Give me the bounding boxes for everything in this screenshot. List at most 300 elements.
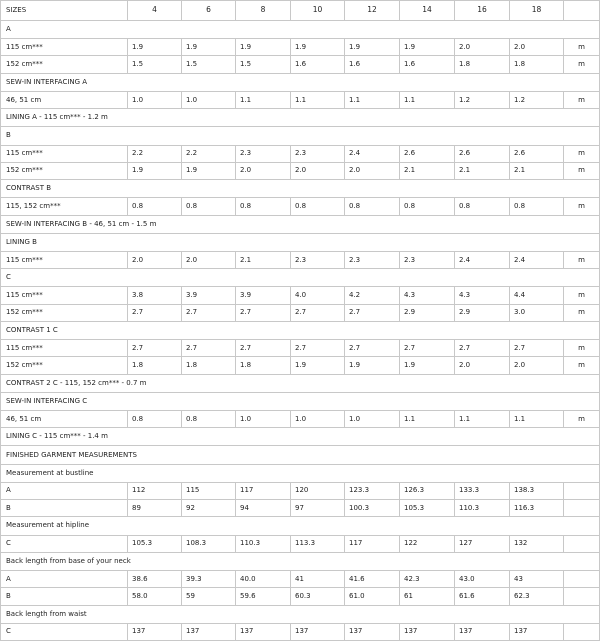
value-cell [236, 536, 291, 553]
value-cell-text: 113.3 [295, 539, 316, 548]
value-cell-text: 61 [404, 591, 413, 600]
value-cell [128, 305, 182, 322]
value-cell [291, 56, 345, 73]
value-cell [236, 305, 291, 322]
value-cell-text: 137 [349, 627, 363, 636]
value-cell-text: 94 [240, 503, 249, 512]
value-cell-text: 38.6 [132, 574, 148, 583]
size-header-text: 14 [422, 5, 432, 15]
sizes-header-label-text: SIZES [6, 5, 27, 14]
value-cell-text: 0.8 [404, 201, 416, 210]
value-cell [400, 163, 455, 180]
row-label-text: 46, 51 cm [6, 95, 42, 104]
value-cell-text: 1.1 [349, 95, 361, 104]
value-cell [236, 163, 291, 180]
value-cell [128, 411, 182, 428]
value-cell-text: 1.0 [295, 414, 307, 423]
value-cell [345, 588, 400, 605]
size-header [345, 0, 400, 21]
value-cell-text: 137 [240, 627, 254, 636]
value-cell-text: 2.6 [514, 149, 526, 158]
value-cell [128, 92, 182, 109]
value-cell [455, 624, 510, 641]
unit-cell-text: m [578, 166, 585, 175]
value-cell [236, 340, 291, 357]
value-cell [128, 146, 182, 163]
section-heading-text: FINISHED GARMENT MEASUREMENTS [6, 450, 137, 459]
row-label-text: 115 cm*** [6, 255, 43, 264]
value-cell [128, 56, 182, 73]
row-label [0, 252, 128, 269]
value-cell [291, 146, 345, 163]
section-heading-text: CONTRAST B [6, 184, 52, 193]
value-cell-text: 4.3 [404, 291, 416, 299]
value-cell-text: 137 [459, 627, 473, 636]
value-cell [510, 340, 564, 357]
unit-cell-text: m [578, 95, 585, 104]
value-cell-text: 2.7 [240, 308, 252, 317]
value-cell-text: 2.7 [186, 308, 198, 317]
value-cell-text: 2.1 [240, 255, 252, 264]
value-cell-text: 1.9 [295, 360, 307, 369]
value-cell-text: 1.5 [186, 60, 198, 69]
unit-cell [564, 56, 600, 73]
value-cell [291, 500, 345, 517]
size-header-text: 8 [260, 5, 266, 15]
value-cell [182, 483, 236, 500]
value-cell [510, 624, 564, 641]
value-cell-text: 41 [295, 574, 304, 583]
row-label [0, 624, 128, 641]
value-cell-text: 2.6 [459, 149, 471, 158]
value-cell [455, 483, 510, 500]
value-cell-text: 1.6 [404, 60, 416, 69]
value-cell-text: 137 [132, 627, 146, 636]
row-label [0, 483, 128, 500]
value-cell-text: 60.3 [295, 591, 311, 600]
value-cell-text: 2.0 [459, 42, 471, 51]
unit-cell [564, 588, 600, 605]
value-cell-text: 1.1 [295, 95, 307, 104]
value-cell-text: 1.8 [514, 60, 526, 69]
size-header [400, 0, 455, 21]
section-heading [0, 375, 600, 393]
value-cell [291, 92, 345, 109]
section-heading-text: Back length from base of your neck [6, 556, 131, 565]
row-label-text: 152 cm*** [6, 360, 43, 369]
value-cell [345, 92, 400, 109]
row-label [0, 571, 128, 588]
unit-cell [564, 500, 600, 517]
unit-cell [564, 163, 600, 180]
section-heading [0, 216, 600, 234]
value-cell-text: 2.9 [404, 308, 416, 317]
value-cell-text: 43 [514, 574, 523, 583]
value-cell [345, 340, 400, 357]
value-cell-text: 1.0 [349, 414, 361, 423]
value-cell [182, 571, 236, 588]
size-header [236, 0, 291, 21]
value-cell-text: 137 [186, 627, 200, 636]
value-cell [128, 198, 182, 215]
section-heading-text: B [6, 131, 11, 140]
row-label-text: 46, 51 cm [6, 414, 42, 423]
value-cell [455, 500, 510, 517]
value-cell [128, 163, 182, 180]
value-cell [400, 483, 455, 500]
value-cell [128, 500, 182, 517]
section-heading-text: Back length from waist [6, 609, 87, 618]
value-cell [400, 571, 455, 588]
value-cell [345, 39, 400, 56]
value-cell [291, 624, 345, 641]
value-cell [455, 56, 510, 73]
value-cell-text: 2.1 [459, 166, 471, 175]
value-cell-text: 126.3 [404, 486, 425, 495]
row-label [0, 588, 128, 605]
value-cell [182, 340, 236, 357]
value-cell-text: 137 [404, 627, 418, 636]
value-cell [455, 287, 510, 304]
value-cell [291, 571, 345, 588]
value-cell-text: 59.6 [240, 591, 256, 600]
value-cell-text: 2.0 [514, 360, 526, 369]
section-heading [0, 180, 600, 198]
value-cell-text: 1.8 [459, 60, 471, 69]
size-header [291, 0, 345, 21]
value-cell [455, 92, 510, 109]
unit-cell [564, 411, 600, 428]
value-cell [291, 483, 345, 500]
size-header-text: 12 [367, 5, 377, 15]
value-cell-text: 137 [295, 627, 309, 636]
value-cell [236, 252, 291, 269]
value-cell-text: 117 [240, 486, 254, 495]
value-cell [182, 536, 236, 553]
value-cell [236, 624, 291, 641]
value-cell [345, 500, 400, 517]
value-cell [128, 571, 182, 588]
value-cell-text: 116.3 [514, 503, 535, 512]
value-cell-text: 2.7 [459, 343, 471, 352]
value-cell [182, 146, 236, 163]
section-heading [0, 465, 600, 483]
value-cell-text: 2.7 [295, 343, 307, 352]
value-cell [510, 163, 564, 180]
value-cell-text: 58.0 [132, 591, 148, 600]
value-cell-text: 105.3 [132, 539, 153, 548]
unit-cell-text: m [578, 308, 585, 317]
value-cell [400, 252, 455, 269]
value-cell [182, 588, 236, 605]
value-cell [182, 357, 236, 374]
value-cell-text: 62.3 [514, 591, 530, 600]
value-cell [345, 305, 400, 322]
unit-cell [564, 571, 600, 588]
row-label [0, 92, 128, 109]
value-cell-text: 2.0 [240, 166, 252, 175]
value-cell [345, 571, 400, 588]
value-cell-text: 1.9 [132, 166, 144, 175]
value-cell-text: 2.7 [132, 343, 144, 352]
value-cell-text: 61.6 [459, 591, 475, 600]
value-cell [236, 357, 291, 374]
value-cell [182, 305, 236, 322]
value-cell-text: 40.0 [240, 574, 256, 583]
row-label-text: C [6, 627, 11, 636]
row-label [0, 198, 128, 215]
value-cell-text: 138.3 [514, 486, 535, 495]
value-cell-text: 59 [186, 591, 195, 600]
value-cell-text: 2.4 [514, 255, 526, 264]
value-cell [236, 411, 291, 428]
value-cell [182, 500, 236, 517]
value-cell [236, 287, 291, 304]
value-cell [128, 340, 182, 357]
row-label [0, 500, 128, 517]
value-cell [236, 56, 291, 73]
size-header-text: 10 [312, 5, 323, 15]
value-cell-text: 1.9 [404, 360, 416, 369]
value-cell [455, 163, 510, 180]
value-cell-text: 3.0 [514, 308, 526, 317]
value-cell [182, 252, 236, 269]
value-cell [455, 39, 510, 56]
value-cell-text: 39.3 [186, 574, 202, 583]
value-cell-text: 0.8 [514, 201, 526, 210]
value-cell-text: 4.3 [459, 291, 471, 299]
section-heading [0, 21, 600, 39]
value-cell [400, 500, 455, 517]
value-cell-text: 2.3 [295, 255, 307, 264]
value-cell-text: 1.8 [186, 360, 198, 369]
section-heading-text: Measurement at bustline [6, 468, 94, 477]
value-cell-text: 0.8 [295, 201, 307, 210]
value-cell-text: 0.8 [186, 201, 198, 210]
value-cell [182, 163, 236, 180]
value-cell [128, 483, 182, 500]
value-cell-text: 1.9 [349, 360, 361, 369]
unit-cell [564, 146, 600, 163]
value-cell-text: 43.0 [459, 574, 475, 583]
value-cell-text: 2.7 [132, 308, 144, 317]
value-cell [128, 357, 182, 374]
value-cell-text: 1.0 [186, 95, 198, 104]
section-heading-text: A [6, 25, 11, 34]
value-cell [400, 287, 455, 304]
value-cell-text: 1.2 [514, 95, 526, 104]
value-cell [291, 411, 345, 428]
value-cell [291, 305, 345, 322]
section-heading [0, 127, 600, 145]
value-cell-text: 100.3 [349, 503, 370, 512]
value-cell-text: 0.8 [132, 414, 144, 423]
section-heading-text: LINING A - 115 cm*** - 1.2 m [6, 113, 108, 122]
size-header [182, 0, 236, 21]
unit-cell [564, 198, 600, 215]
unit-cell [564, 624, 600, 641]
row-label [0, 56, 128, 73]
value-cell-text: 2.2 [132, 149, 144, 158]
section-heading-text: LINING C - 115 cm*** - 1.4 m [6, 432, 108, 441]
unit-cell [564, 39, 600, 56]
value-cell-text: 1.0 [240, 414, 252, 423]
value-cell-text: 3.8 [132, 291, 144, 299]
section-heading-text: SEW-IN INTERFACING A [6, 77, 88, 86]
value-cell-text: 1.6 [349, 60, 361, 69]
value-cell [236, 39, 291, 56]
row-label-text: A [6, 486, 11, 495]
row-label [0, 287, 128, 304]
value-cell [128, 624, 182, 641]
value-cell-text: 1.9 [240, 42, 252, 51]
unit-cell-text: m [578, 291, 585, 299]
value-cell [510, 411, 564, 428]
value-cell-text: 2.6 [404, 149, 416, 158]
value-cell [236, 588, 291, 605]
value-cell [510, 287, 564, 304]
value-cell [291, 198, 345, 215]
value-cell [455, 146, 510, 163]
value-cell [455, 588, 510, 605]
value-cell-text: 120 [295, 486, 309, 495]
unit-cell-text: m [578, 42, 585, 51]
value-cell [455, 411, 510, 428]
value-cell [291, 252, 345, 269]
value-cell-text: 2.7 [404, 343, 416, 352]
value-cell [236, 146, 291, 163]
value-cell-text: 132 [514, 539, 528, 548]
unit-cell-text: m [578, 414, 585, 423]
section-heading-text: CONTRAST 1 C [6, 325, 58, 334]
value-cell [455, 198, 510, 215]
value-cell-text: 1.8 [240, 360, 252, 369]
value-cell-text: 2.0 [349, 166, 361, 175]
value-cell [128, 287, 182, 304]
value-cell [400, 411, 455, 428]
value-cell [345, 198, 400, 215]
unit-cell [564, 305, 600, 322]
unit-cell-text: m [578, 255, 585, 264]
value-cell-text: 2.1 [514, 166, 526, 175]
unit-cell-text: m [578, 343, 585, 352]
unit-cell-text: m [578, 149, 585, 158]
unit-cell-text: m [578, 60, 585, 69]
unit-cell [564, 483, 600, 500]
row-label-text: 152 cm*** [6, 166, 43, 175]
section-heading-text: C [6, 273, 11, 282]
section-heading [0, 393, 600, 411]
value-cell [510, 198, 564, 215]
value-cell-text: 92 [186, 503, 195, 512]
value-cell-text: 3.9 [240, 291, 252, 299]
value-cell [510, 500, 564, 517]
section-heading-text: CONTRAST 2 C - 115, 152 cm*** - 0.7 m [6, 378, 147, 387]
sizes-header-label [0, 0, 128, 21]
section-heading-text: SEW-IN INTERFACING B - 46, 51 cm - 1.5 m [6, 219, 157, 228]
value-cell [510, 56, 564, 73]
value-cell [510, 536, 564, 553]
value-cell [128, 536, 182, 553]
section-heading [0, 517, 600, 535]
unit-cell-text: m [578, 360, 585, 369]
value-cell-text: 2.9 [459, 308, 471, 317]
value-cell-text: 0.8 [349, 201, 361, 210]
row-label-text: 152 cm*** [6, 308, 43, 317]
row-label [0, 146, 128, 163]
value-cell [345, 536, 400, 553]
value-cell-text: 2.3 [349, 255, 361, 264]
value-cell-text: 137 [514, 627, 528, 636]
size-header [510, 0, 564, 21]
value-cell [510, 305, 564, 322]
value-cell [345, 252, 400, 269]
size-header-text: 16 [477, 5, 487, 15]
value-cell-text: 2.0 [186, 255, 198, 264]
value-cell [455, 571, 510, 588]
unit-cell [564, 536, 600, 553]
value-cell-text: 0.8 [459, 201, 471, 210]
value-cell-text: 1.1 [459, 414, 471, 423]
value-cell-text: 133.3 [459, 486, 480, 495]
value-cell [236, 571, 291, 588]
value-cell [345, 483, 400, 500]
value-cell [291, 340, 345, 357]
value-cell [182, 198, 236, 215]
value-cell-text: 1.0 [132, 95, 144, 104]
value-cell [345, 411, 400, 428]
unit-cell [564, 357, 600, 374]
row-label [0, 305, 128, 322]
value-cell [291, 357, 345, 374]
value-cell [182, 287, 236, 304]
section-heading [0, 553, 600, 571]
section-heading [0, 606, 600, 624]
value-cell [291, 163, 345, 180]
row-label-text: 115 cm*** [6, 149, 43, 158]
value-cell-text: 2.3 [295, 149, 307, 158]
value-cell [400, 39, 455, 56]
value-cell [291, 536, 345, 553]
row-label [0, 340, 128, 357]
value-cell [345, 624, 400, 641]
unit-header [564, 0, 600, 21]
value-cell [510, 357, 564, 374]
value-cell-text: 1.9 [404, 42, 416, 51]
value-cell [128, 588, 182, 605]
unit-cell [564, 252, 600, 269]
value-cell-text: 2.4 [459, 255, 471, 264]
value-cell [345, 287, 400, 304]
value-cell-text: 2.2 [186, 149, 198, 158]
value-cell [182, 624, 236, 641]
section-heading [0, 109, 600, 127]
value-cell-text: 4.4 [514, 291, 526, 299]
value-cell-text: 127 [459, 539, 473, 548]
value-cell [400, 624, 455, 641]
row-label-text: B [6, 503, 11, 512]
value-cell-text: 0.8 [132, 201, 144, 210]
value-cell [345, 357, 400, 374]
value-cell-text: 89 [132, 503, 141, 512]
value-cell-text: 2.0 [132, 255, 144, 264]
size-header-text: 6 [206, 5, 211, 15]
section-heading [0, 428, 600, 446]
value-cell-text: 3.9 [186, 291, 198, 299]
value-cell [510, 252, 564, 269]
value-cell [345, 56, 400, 73]
value-cell [400, 305, 455, 322]
